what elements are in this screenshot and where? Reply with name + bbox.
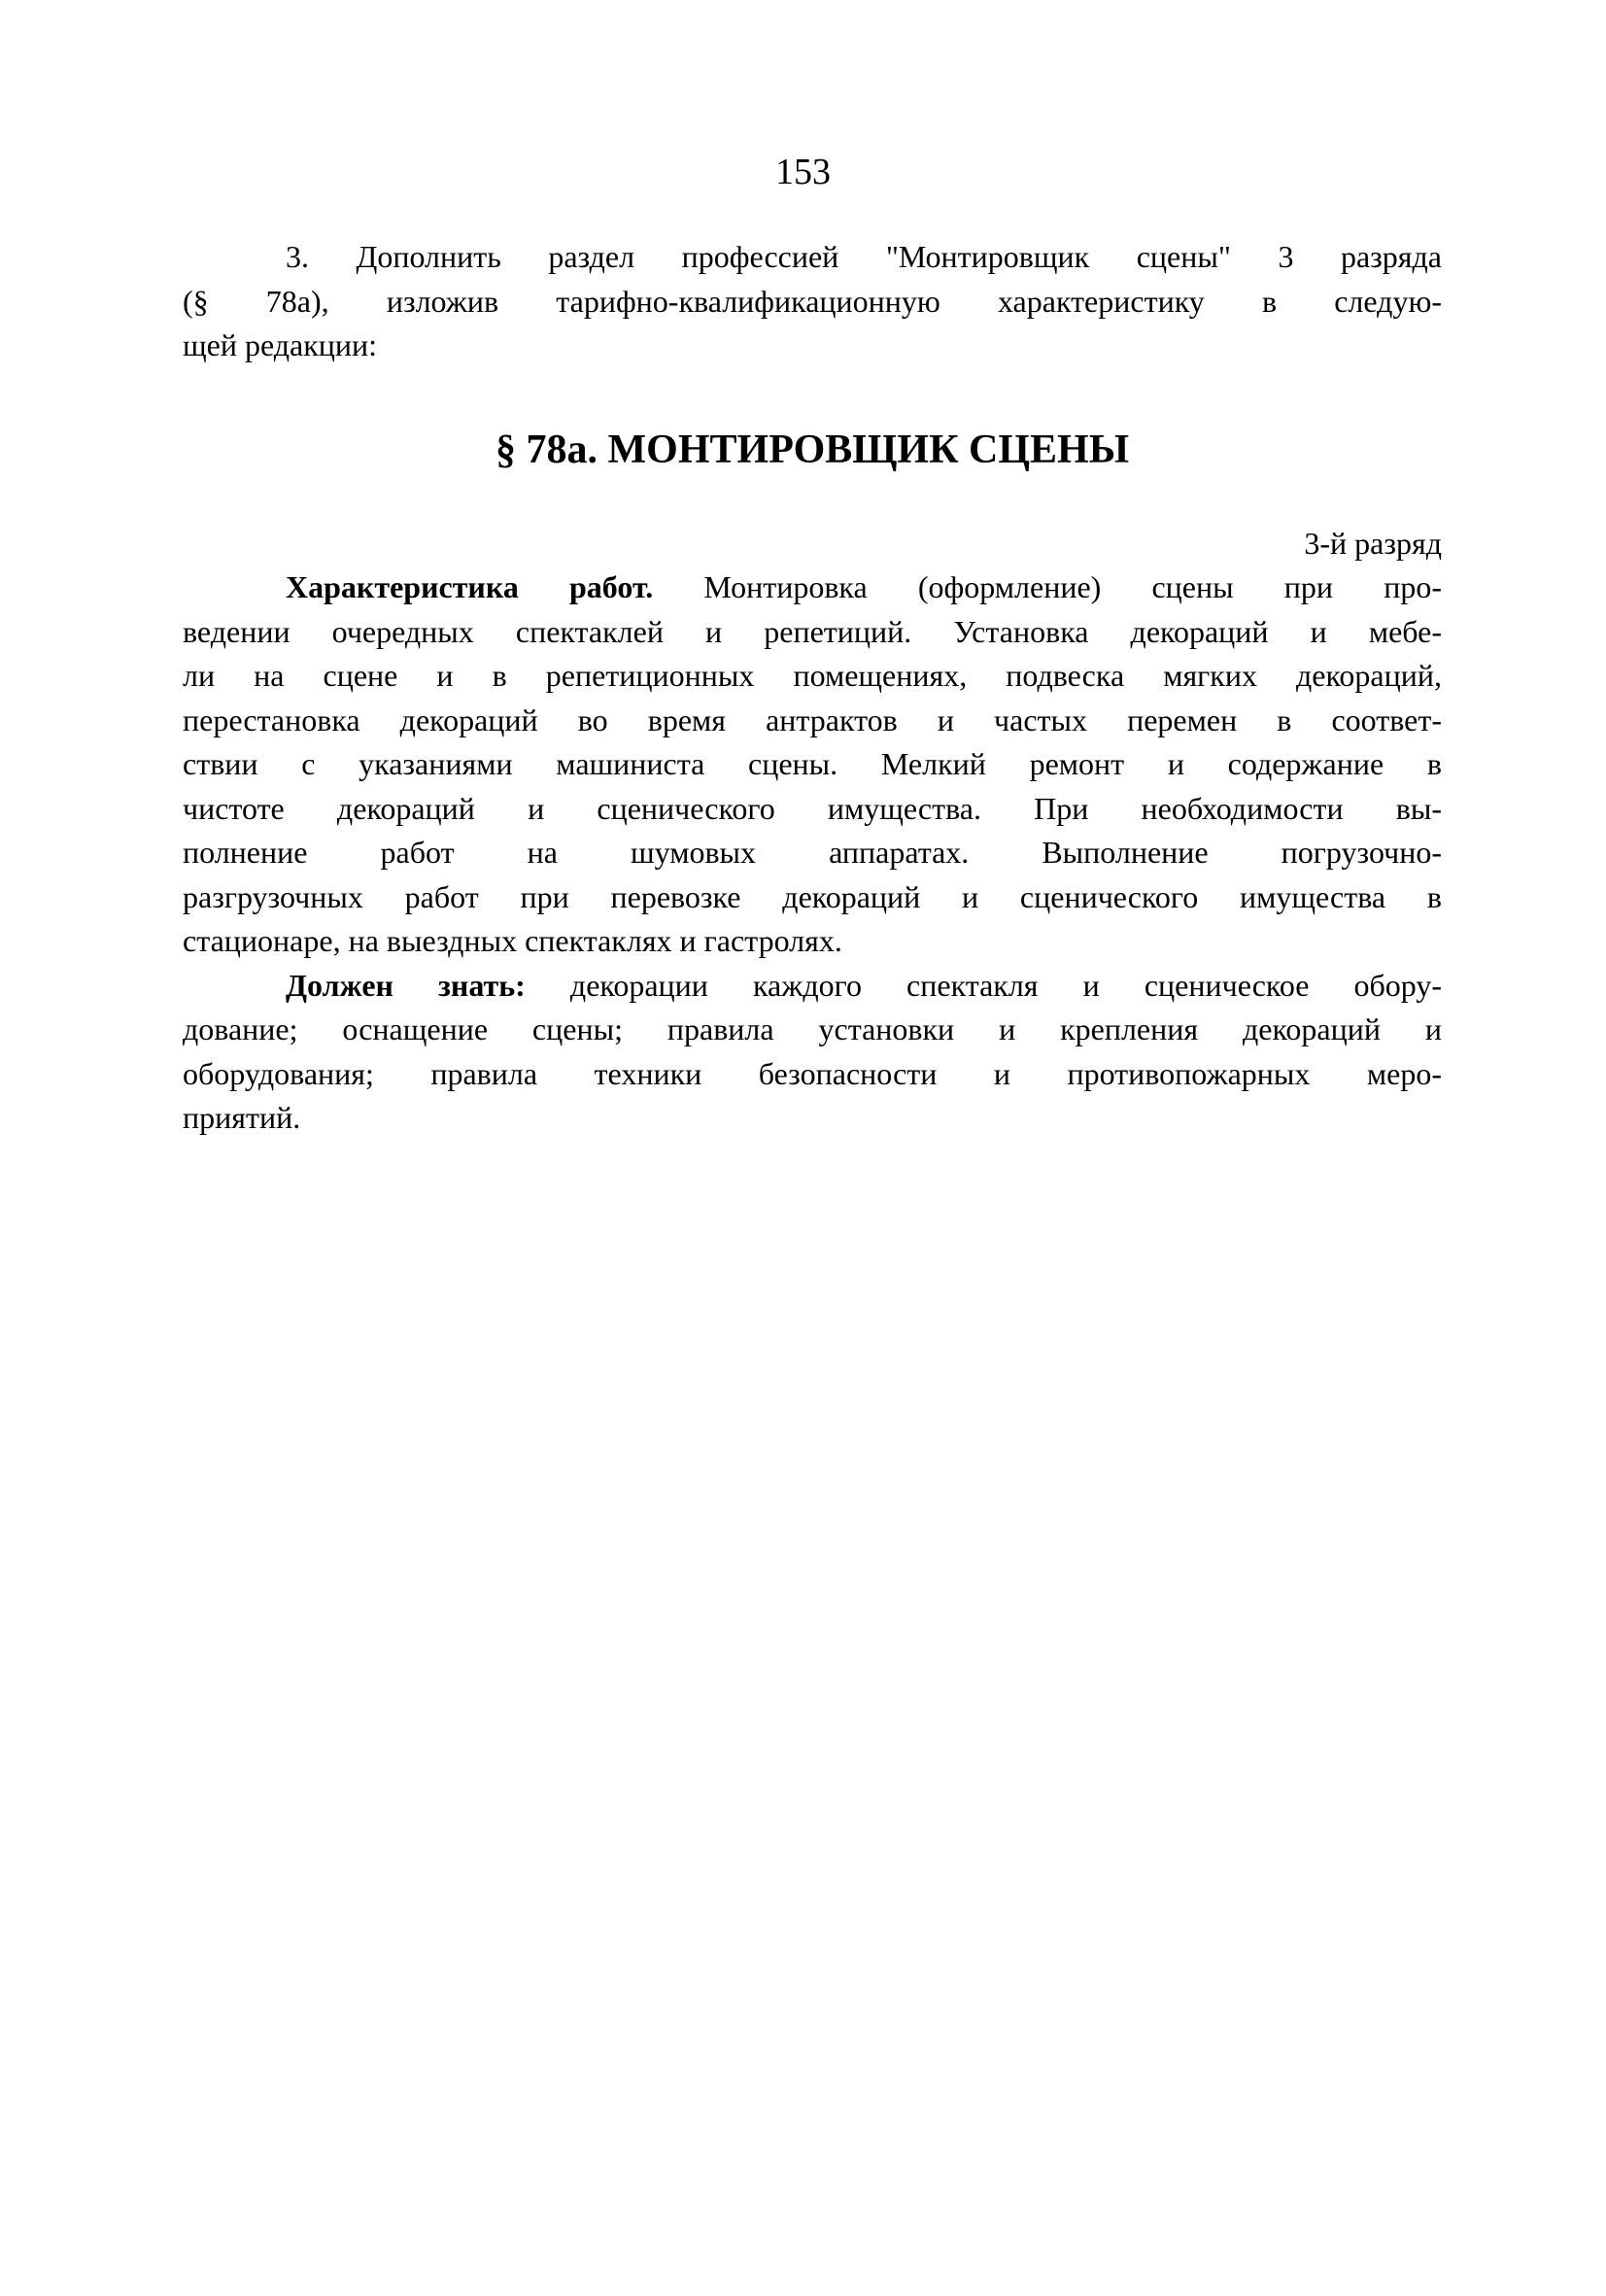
text-line: ведении очередных спектаклей и репетиций. Установка декораций и мебе-: [183, 613, 1442, 649]
text-line: чистоте декораций и сценического имущества. При необходимости вы-: [183, 790, 1442, 826]
page-content: [183, 235, 1442, 1141]
text-line: (§ 78а), изложив тарифно-квалификационную характеристику в следую-: [183, 283, 1442, 319]
text-line: разгрузочных работ при перевозке декораций и сценического имущества в: [183, 878, 1442, 914]
text-line: щей редакции:: [183, 327, 378, 362]
text-segment: декорации каждого спектакля и сценическое обору-: [525, 967, 1443, 1003]
section-heading: § 78а. МОНТИРОВЩИК СЦЕНЫ: [495, 427, 1129, 472]
text-line: стационаре, на выездных спектаклях и гастролях.: [183, 923, 842, 958]
must-know-label: Должен знать:: [286, 967, 526, 1003]
text-line: перестановка декораций во время антрактов и частых перемен в соответ-: [183, 702, 1442, 737]
text-segment: Монтировка (оформление) сцены при про-: [653, 569, 1442, 604]
text-line: ствии с указаниями машиниста сцены. Мелкий ремонт и содержание в: [183, 746, 1442, 781]
must-know-paragraph: [183, 964, 1442, 1141]
grade-line: 3-й разряд: [1304, 525, 1442, 561]
characteristics-paragraph: [183, 565, 1442, 964]
text-line: дование; оснащение сцены; правила установки и крепления декораций и: [183, 1011, 1442, 1046]
text-line: [183, 964, 1442, 1009]
text-line: ли на сцене и в репетиционных помещениях, подвеска мягких декораций,: [183, 658, 1442, 693]
text-line: [183, 565, 1442, 610]
text-line: 3. Дополнить раздел профессией "Монтировщик сцены" 3 разряда: [286, 239, 1442, 274]
characteristics-label: Характеристика работ.: [286, 569, 654, 604]
text-line: полнение работ на шумовых аппаратах. Выполнение погрузочно-: [183, 835, 1442, 870]
text-line: оборудования; правила техники безопасности и противопожарных меро-: [183, 1055, 1442, 1091]
intro-paragraph: [183, 235, 1442, 368]
page-number: 153: [775, 152, 831, 192]
text-line: приятий.: [183, 1100, 301, 1135]
